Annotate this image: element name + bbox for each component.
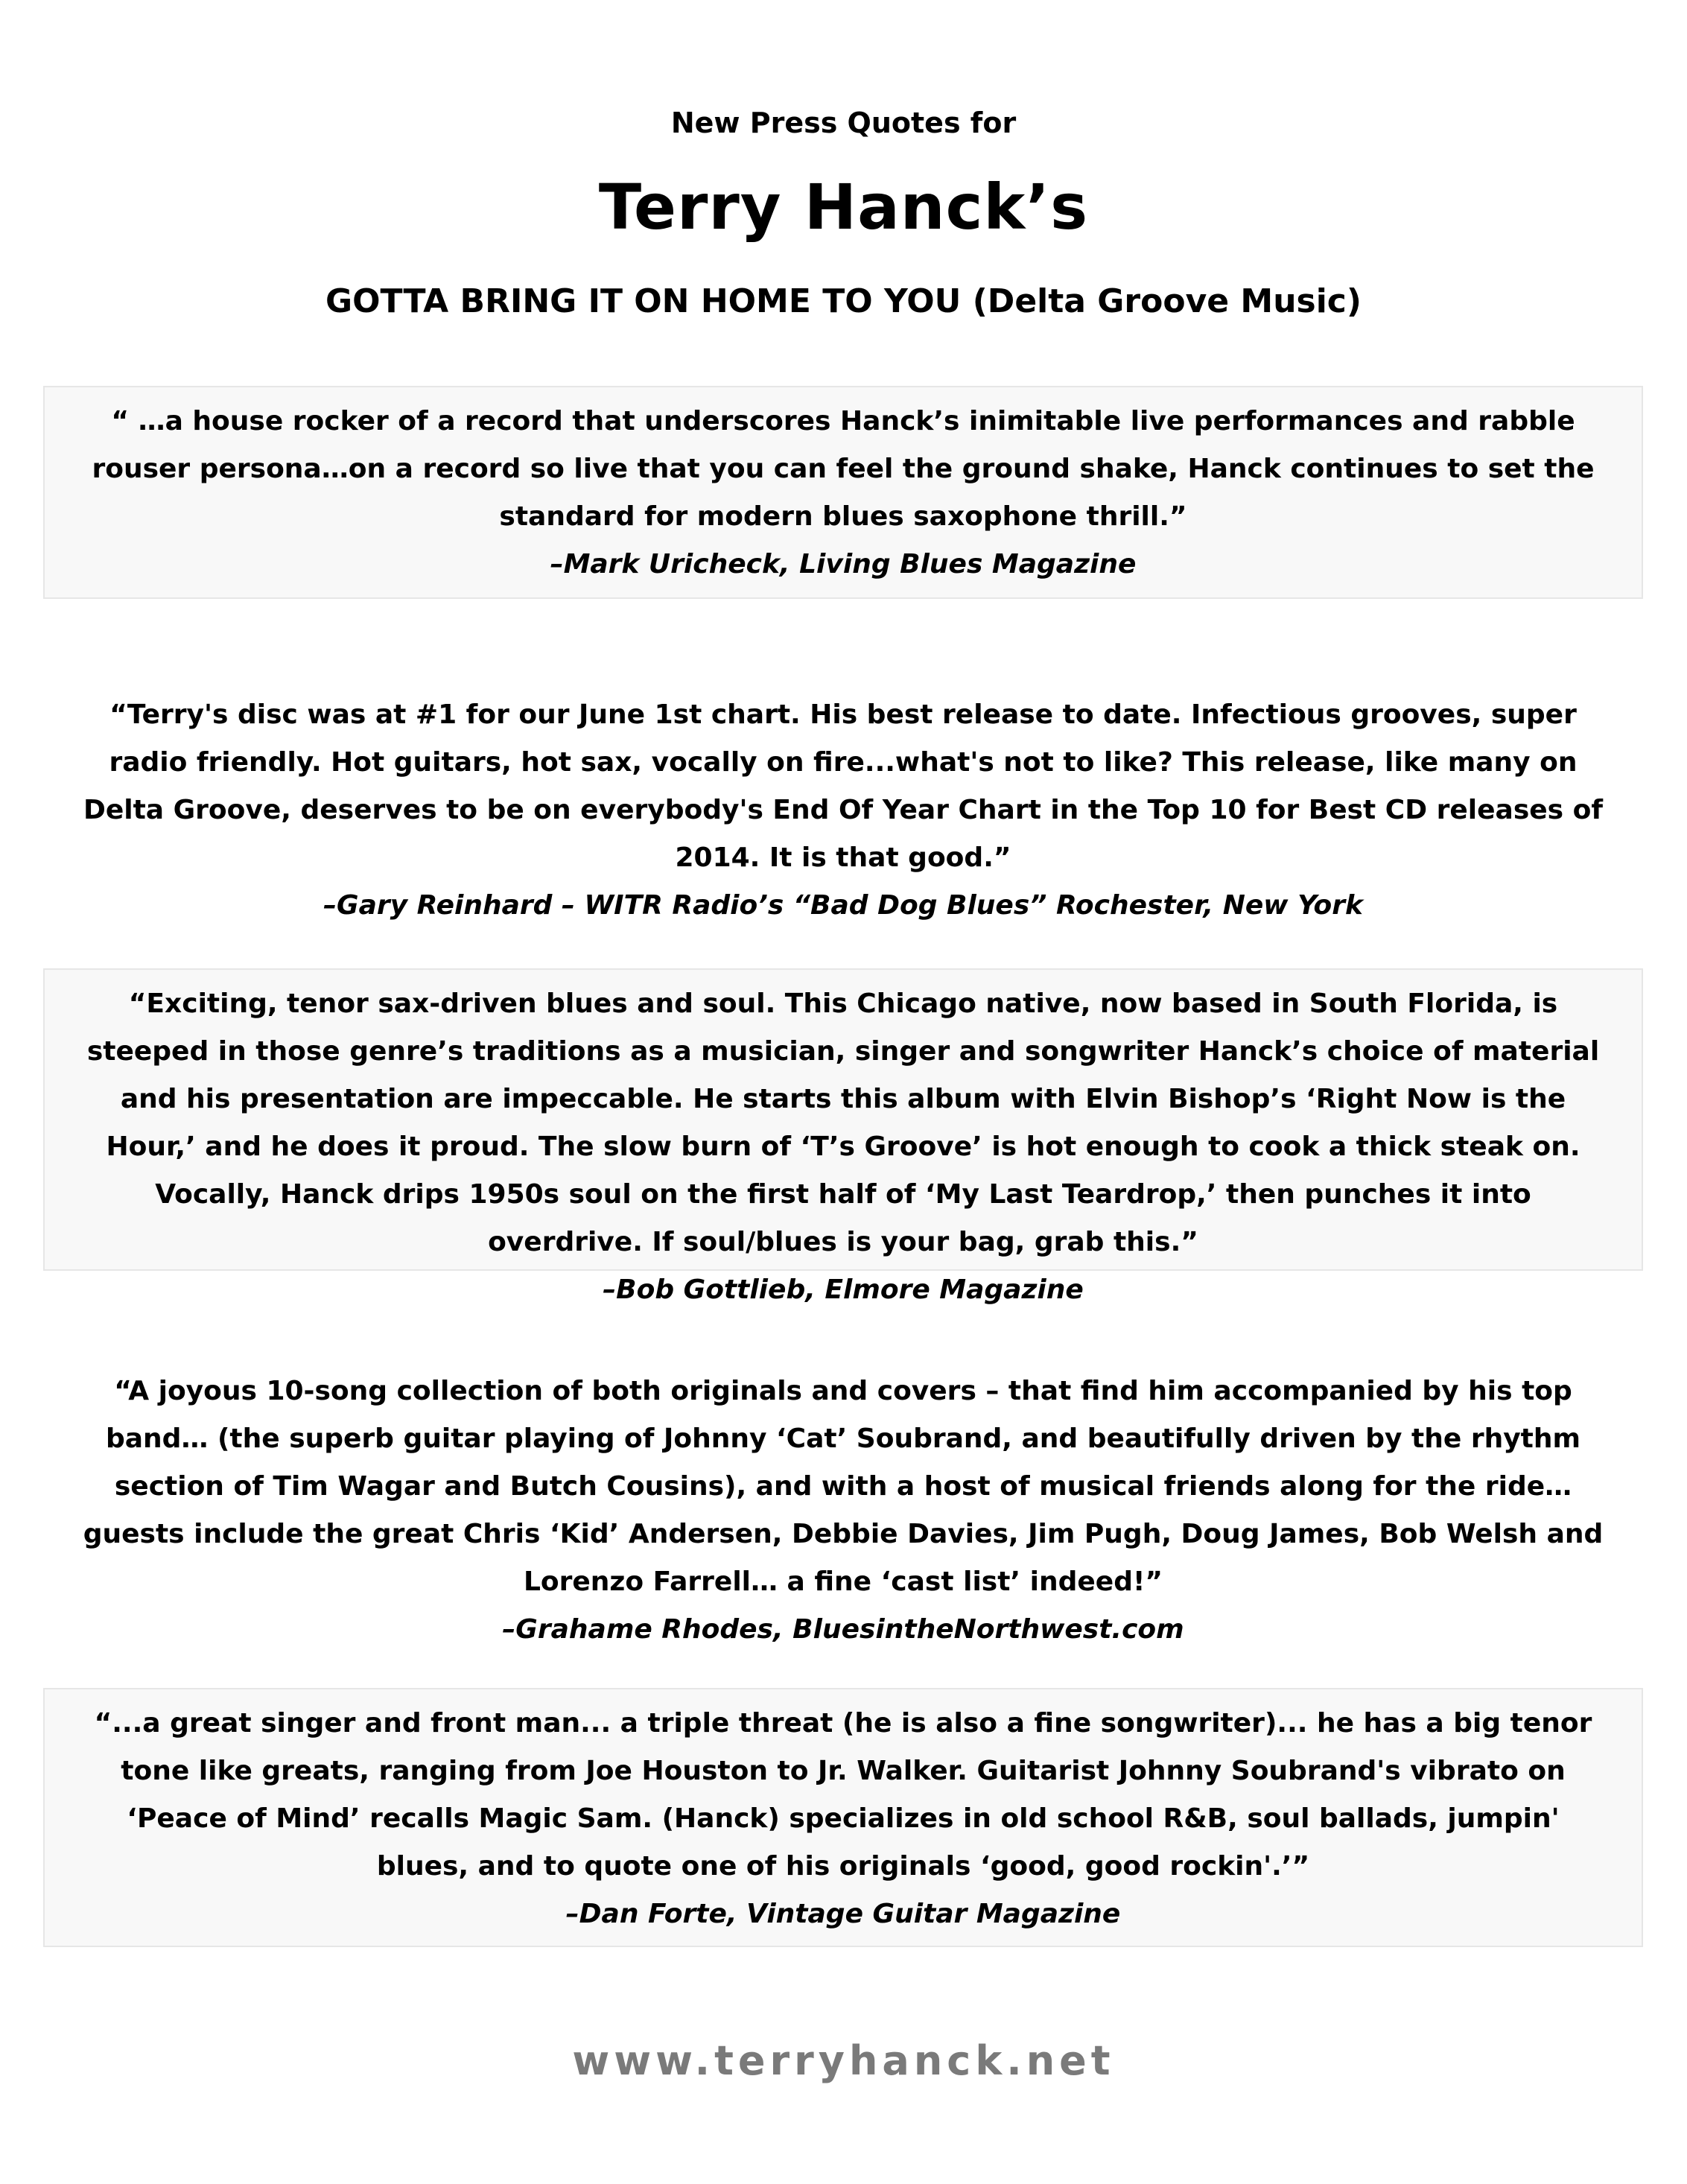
- press-quote-1: [43, 386, 1643, 599]
- press-quote-2: [43, 681, 1643, 921]
- quote-attribution: –Dan Forte, Vintage Guitar Magazine: [565, 1899, 1121, 1929]
- album-title: GOTTA BRING IT ON HOME TO YOU (Delta Groove Music): [325, 282, 1362, 320]
- press-quote-3: [43, 968, 1643, 1305]
- intro-heading: New Press Quotes for: [670, 107, 1017, 139]
- press-quote-4: [43, 1357, 1643, 1645]
- press-quote-5: [43, 1688, 1643, 1947]
- quote-attribution: –Gary Reinhard – WITR Radio’s “Bad Dog Blues” Rochester, New York: [323, 890, 1363, 921]
- quote-attribution: –Mark Uricheck, Living Blues Magazine: [550, 549, 1137, 580]
- quote-text: “...a great singer and front man... a triple threat (he is also a fine songwriter)... he has a big tenor tone like greats, ranging from Joe Houston to Jr. Walker. Guitarist Johnny Soubrand's vibrato on ‘Peace of Mind’ recalls Magic Sam. (Hanck) specializes in old school R&B, soul ballads, jumpin' blues, and to quote one of his originals ‘good, good rockin'.’”: [94, 1708, 1592, 1882]
- page-title: Terry Hanck’s: [598, 171, 1089, 244]
- quote-text: “A joyous 10-song collection of both originals and covers – that find him accompanied by his top band… (the superb guitar playing of Johnny ‘Cat’ Soubrand, and beautifully driven by the rhythm section of Tim Wagar and Butch Cousins), and with a host of musical friends along for the ride… guests include the great Chris ‘Kid’ Andersen, Debbie Davies, Jim Pugh, Doug James, Bob Welsh and Lorenzo Farrell… a fine ‘cast list’ indeed!”: [83, 1376, 1604, 1597]
- quote-text: “Terry's disc was at #1 for our June 1st chart. His best release to date. Infectious grooves, super radio friendly. Hot guitars, hot sax, vocally on fire...what's not to like? This release, like many on Delta Groove, deserves to be on everybody's End Of Year Chart in the Top 10 for Best CD releases of 2014. It is that good.”: [83, 699, 1604, 873]
- quote-attribution: –Grahame Rhodes, BluesintheNorthwest.com: [502, 1614, 1184, 1645]
- website-link[interactable]: www.terryhanck.net: [572, 2037, 1115, 2084]
- quote-text: “ …a house rocker of a record that underscores Hanck’s inimitable live performances and rabble rouser persona…on a record so live that you can feel the ground shake, Hanck continues to set the standard for modern blues saxophone thrill.”: [92, 406, 1595, 532]
- quote-text: “Exciting, tenor sax-driven blues and soul. This Chicago native, now based in South Florida, is steeped in those genre’s traditions as a musician, singer and songwriter Hanck’s choice of material and his presentation are impeccable. He starts this album with Elvin Bishop’s ‘Right Now is the Hour,’ and he does it proud. The slow burn of ‘T’s Groove’ is hot enough to cook a thick steak on. Vocally, Hanck drips 1950s soul on the first half of ‘My Last Teardrop,’ then punches it into overdrive. If soul/blues is your bag, grab this.”: [86, 988, 1600, 1257]
- quote-attribution: –Bob Gottlieb, Elmore Magazine: [603, 1274, 1084, 1305]
